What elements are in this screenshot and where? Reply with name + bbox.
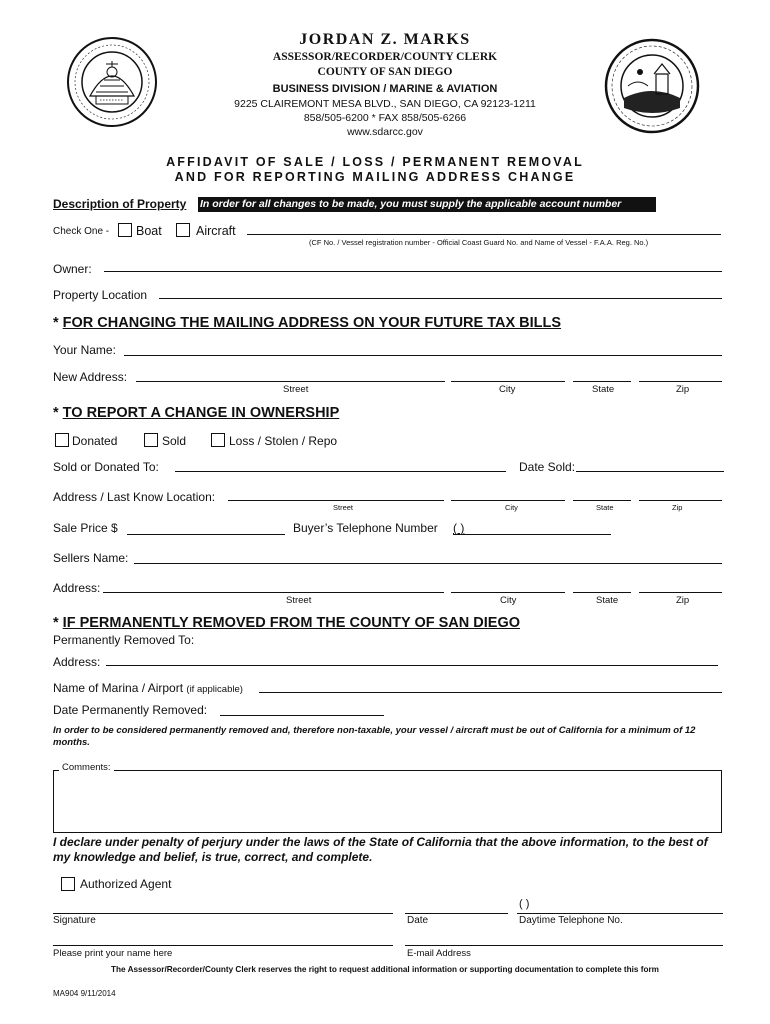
loss-checkbox[interactable] <box>211 433 225 447</box>
date-caption: Date <box>407 915 429 926</box>
seller-state-caption: State <box>596 595 619 606</box>
authorized-agent-label: Authorized Agent <box>80 877 172 891</box>
seller-state-field[interactable] <box>573 592 631 593</box>
boat-label: Boat <box>136 224 162 238</box>
last-city-caption: City <box>505 503 518 512</box>
daytime-phone-caption: Daytime Telephone No. <box>519 915 623 926</box>
comments-label: Comments: <box>59 762 114 773</box>
last-state-caption: State <box>596 503 614 512</box>
zip-caption: Zip <box>676 384 690 395</box>
phone-fax: 858/505-6200 * FAX 858/505-6266 <box>303 112 467 124</box>
reserve-notice: The Assessor/Recorder/County Clerk reserves the right to request additional information or supporting documentation to complete this form <box>111 965 659 974</box>
assessor-name: JORDAN Z. MARKS <box>299 31 471 48</box>
print-name-caption: Please print your name here <box>53 948 173 959</box>
last-state-field[interactable] <box>573 500 631 501</box>
new-address-label: New Address: <box>53 370 128 384</box>
phone-parens: ( ) <box>519 898 530 910</box>
aircraft-checkbox[interactable] <box>176 223 190 237</box>
email-caption: E-mail Address <box>407 948 471 959</box>
comments-box[interactable] <box>53 770 722 833</box>
property-location-label: Property Location <box>53 288 148 302</box>
loss-label: Loss / Stolen / Repo <box>229 434 338 448</box>
form-id: MA904 9/11/2014 <box>53 989 116 998</box>
account-number-field[interactable] <box>247 234 721 235</box>
county-name: COUNTY OF SAN DIEGO <box>317 66 453 78</box>
property-location-field[interactable] <box>159 298 722 299</box>
office-title: ASSESSOR/RECORDER/COUNTY CLERK <box>272 51 498 63</box>
sale-price-field[interactable] <box>127 534 285 535</box>
office-address: 9225 CLAIREMONT MESA BLVD., SAN DIEGO, CA 92123-1211 <box>234 98 536 110</box>
sellers-name-field[interactable] <box>134 563 722 564</box>
donated-label: Donated <box>72 434 118 448</box>
new-city-field[interactable] <box>451 381 565 382</box>
removed-address-label: Address: <box>53 655 101 669</box>
removed-to-label: Permanently Removed To: <box>53 633 195 647</box>
form-title-line1: AFFIDAVIT OF SALE / LOSS / PERMANENT REMOVAL <box>166 155 584 169</box>
declaration-text: I declare under penalty of perjury under the laws of the State of California that the above information, to the best of my knowledge and belief, is true, correct, and complete. <box>53 835 708 864</box>
date-sold-field[interactable] <box>576 471 724 472</box>
daytime-phone-field[interactable] <box>517 913 723 914</box>
email-field[interactable] <box>405 945 723 946</box>
date-removed-label: Date Permanently Removed: <box>53 703 208 717</box>
date-field[interactable] <box>405 913 508 914</box>
city-caption: City <box>499 384 516 395</box>
ownership-heading: * TO REPORT A CHANGE IN OWNERSHIP <box>53 405 340 421</box>
donated-checkbox[interactable] <box>55 433 69 447</box>
print-name-field[interactable] <box>53 945 393 946</box>
registration-hint: (CF No. / Vessel registration number - Official Coast Guard No. and Name of Vessel - F.A.A. Reg. No.) <box>309 238 649 247</box>
sale-price-label: Sale Price $ <box>53 521 118 535</box>
new-zip-field[interactable] <box>639 381 722 382</box>
new-street-field[interactable] <box>136 381 445 382</box>
sold-to-label: Sold or Donated To: <box>53 460 159 474</box>
sold-to-field[interactable] <box>175 471 506 472</box>
removal-note: In order to be considered permanently removed and, therefore non-taxable, your vessel / aircraft must be out of California for a minimum of 12 months. <box>53 725 696 748</box>
sold-label: Sold <box>162 434 187 448</box>
street-caption: Street <box>283 384 309 395</box>
seller-zip-field[interactable] <box>639 592 722 593</box>
website-link[interactable]: www.sdarcc.gov <box>347 126 423 138</box>
last-zip-caption: Zip <box>672 503 683 512</box>
aircraft-label: Aircraft <box>196 224 236 238</box>
seller-city-field[interactable] <box>451 592 565 593</box>
marina-label: Name of Marina / Airport (if applicable) <box>53 681 243 695</box>
seller-address-label: Address: <box>53 581 101 595</box>
owner-field[interactable] <box>104 271 722 272</box>
buyer-phone-label: Buyer’s Telephone Number <box>293 521 438 535</box>
signature-caption: Signature <box>53 915 96 926</box>
account-number-notice: In order for all changes to be made, you must supply the applicable account number <box>198 197 656 212</box>
description-heading: Description of Property <box>53 197 187 211</box>
buyer-phone-field[interactable] <box>453 534 611 535</box>
buyer-phone-parens: ( ) <box>453 521 465 535</box>
last-zip-field[interactable] <box>639 500 722 501</box>
authorized-agent-checkbox[interactable] <box>61 877 75 891</box>
seller-zip-caption: Zip <box>676 595 690 606</box>
owner-label: Owner: <box>53 262 92 276</box>
seller-street-caption: Street <box>286 595 312 606</box>
division-name: BUSINESS DIVISION / MARINE & AVIATION <box>272 83 498 95</box>
sold-checkbox[interactable] <box>144 433 158 447</box>
last-street-field[interactable] <box>228 500 444 501</box>
check-one-label: Check One - <box>53 226 110 237</box>
your-name-field[interactable] <box>124 355 722 356</box>
removed-heading: * IF PERMANENTLY REMOVED FROM THE COUNTY OF SAN DIEGO <box>53 615 520 631</box>
date-removed-field[interactable] <box>220 715 384 716</box>
new-state-field[interactable] <box>573 381 631 382</box>
your-name-label: Your Name: <box>53 343 116 357</box>
sellers-name-label: Sellers Name: <box>53 551 129 565</box>
date-sold-label: Date Sold: <box>519 460 576 474</box>
last-city-field[interactable] <box>451 500 565 501</box>
state-caption: State <box>592 384 615 395</box>
mailing-address-heading: * FOR CHANGING THE MAILING ADDRESS ON YOUR FUTURE TAX BILLS <box>53 315 562 331</box>
last-street-caption: Street <box>333 503 354 512</box>
seller-city-caption: City <box>500 595 517 606</box>
marina-field[interactable] <box>259 692 722 693</box>
removed-address-field[interactable] <box>106 665 718 666</box>
boat-checkbox[interactable] <box>118 223 132 237</box>
last-address-label: Address / Last Know Location: <box>53 490 216 504</box>
form-title-line2: AND FOR REPORTING MAILING ADDRESS CHANGE <box>174 170 576 184</box>
seller-street-field[interactable] <box>103 592 444 593</box>
signature-field[interactable] <box>53 913 393 914</box>
